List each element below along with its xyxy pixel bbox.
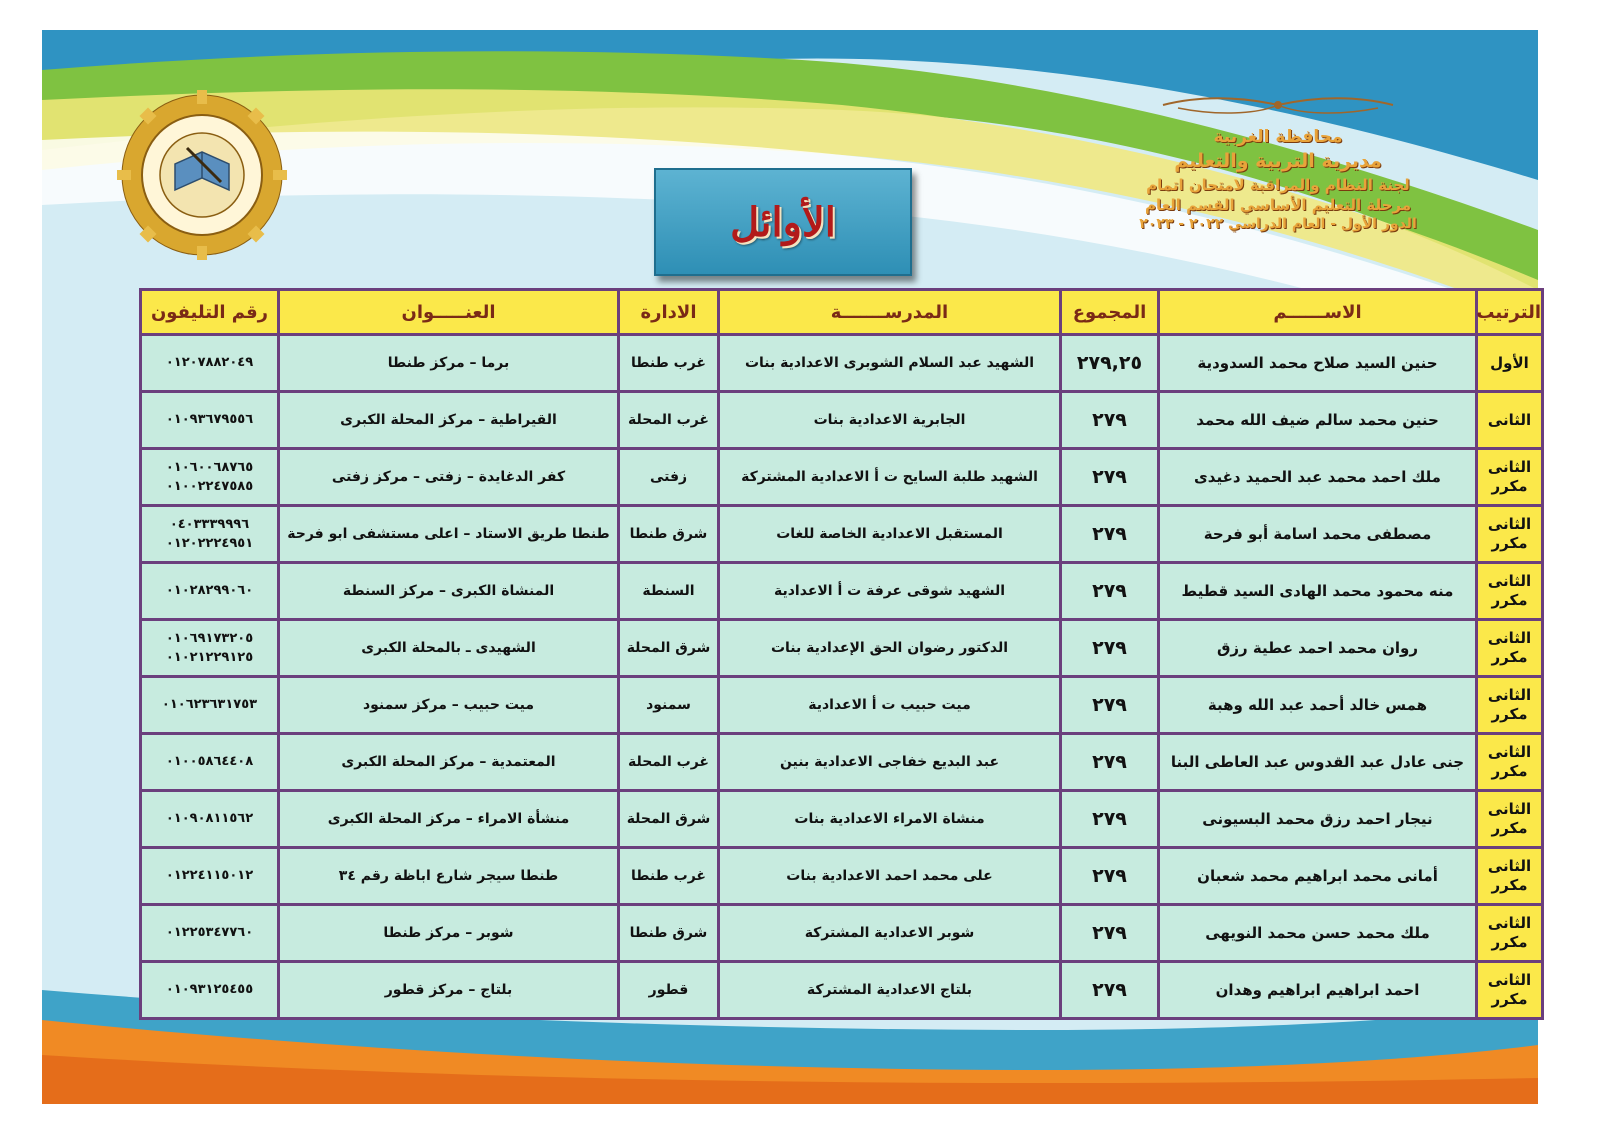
rank-cell <box>1477 449 1543 506</box>
phone-cell <box>141 848 279 905</box>
administration-cell <box>619 449 719 506</box>
rank-cell <box>1477 962 1543 1019</box>
address-cell <box>279 677 619 734</box>
administration-cell <box>619 734 719 791</box>
table-row <box>141 506 1543 563</box>
rank-cell-text: الأول <box>1490 353 1529 372</box>
address-cell <box>279 392 619 449</box>
rank-cell <box>1477 620 1543 677</box>
address-cell-text: برما – مركز طنطا <box>387 355 510 371</box>
administration-cell-text: سمنود <box>646 697 691 713</box>
rank-cell <box>1477 791 1543 848</box>
student-name-cell-text: مصطفى محمد اسامة أبو فرحة <box>1203 525 1432 543</box>
rank-cell-text: مكرر <box>1491 591 1528 609</box>
administration-cell <box>619 905 719 962</box>
phone-cell-text: ٠١٠٩٣٦٧٩٥٥٦ <box>165 412 254 428</box>
student-name-cell <box>1159 962 1477 1019</box>
rank-cell-text: الثانى <box>1487 629 1532 648</box>
school-cell <box>719 791 1061 848</box>
administration-cell <box>619 563 719 620</box>
rank-cell-text: مكرر <box>1491 933 1528 951</box>
rank-cell-text: مكرر <box>1491 705 1528 723</box>
school-cell <box>719 392 1061 449</box>
total-score-cell <box>1061 449 1159 506</box>
phone-cell-text: ٠٤٠٣٣٣٩٩٩٦ <box>169 516 250 532</box>
administration-cell <box>619 848 719 905</box>
address-cell-text: المنشاة الكبرى – مركز السنطة <box>342 583 555 599</box>
phone-cell-text: ٠١٠٢٨٢٩٩٠٦٠ <box>165 583 254 599</box>
directorate-seal-logo <box>117 90 287 260</box>
address-cell <box>279 734 619 791</box>
student-name-cell-text: ملك احمد محمد عبد الحميد دغيدى <box>1194 468 1441 486</box>
address-cell-text: المعتمدية – مركز المحلة الكبرى <box>341 754 556 770</box>
administration-cell <box>619 962 719 1019</box>
school-cell-text: ميت حبيب ت أ الاعدادية <box>808 697 971 713</box>
administration-cell-text: شرق طنطا <box>629 526 708 542</box>
total-score-cell-text: ٢٧٩ <box>1092 694 1127 716</box>
table-row <box>141 791 1543 848</box>
address-cell-text: شوبر – مركز طنطا <box>383 925 514 941</box>
phone-cell-text: ٠١٢٠٧٨٨٢٠٤٩ <box>165 355 254 371</box>
total-score-cell-text: ٢٧٩ <box>1092 865 1127 887</box>
address-cell-text: القيراطية – مركز المحلة الكبرى <box>340 412 557 428</box>
student-name-cell-text: جنى عادل عبد القدوس عبد العاطى البنا <box>1170 753 1465 771</box>
phone-cell <box>141 392 279 449</box>
address-cell-text: طنطا سيجر شارع اباظة رقم ٣٤ <box>338 868 559 884</box>
phone-cell <box>141 791 279 848</box>
rank-cell-text: مكرر <box>1491 534 1528 552</box>
administration-cell <box>619 620 719 677</box>
school-cell-text: المستقبل الاعدادية الخاصة للغات <box>776 526 1003 542</box>
phone-cell-text: ٠١٠٦٠٠٦٨٧٦٥ <box>165 459 254 475</box>
total-score-cell <box>1061 392 1159 449</box>
rank-cell <box>1477 563 1543 620</box>
student-name-cell-text: احمد ابراهيم ابراهيم وهدان <box>1215 981 1420 999</box>
administration-cell-text: شرق المحلة <box>626 811 711 827</box>
header-total: المجموع <box>1061 290 1159 335</box>
header-block <box>1113 92 1443 234</box>
school-cell <box>719 962 1061 1019</box>
address-cell-text: الشهيدى ـ بالمحلة الكبرى <box>361 640 536 656</box>
student-name-cell-text: حنين محمد سالم ضيف الله محمد <box>1196 411 1439 429</box>
rank-cell <box>1477 677 1543 734</box>
school-cell <box>719 620 1061 677</box>
address-cell <box>279 620 619 677</box>
student-name-cell <box>1159 905 1477 962</box>
total-score-cell-text: ٢٧٩,٢٥ <box>1076 352 1143 374</box>
total-score-cell-text: ٢٧٩ <box>1092 409 1127 431</box>
rank-cell <box>1477 848 1543 905</box>
rank-cell-text: الثانى <box>1487 971 1532 990</box>
school-cell <box>719 734 1061 791</box>
phone-cell <box>141 563 279 620</box>
student-name-cell <box>1159 677 1477 734</box>
phone-cell-text: ٠١٠٢١٢٢٩١٢٥ <box>165 650 254 665</box>
school-cell-text: بلتاج الاعدادية المشتركة <box>806 982 973 998</box>
directorate-name: مديرية التربية والتعليم <box>1174 149 1382 172</box>
phone-cell <box>141 677 279 734</box>
administration-cell <box>619 506 719 563</box>
school-cell-text: الشهيد شوقى عرفة ت أ الاعدادية <box>774 583 1005 599</box>
rank-cell-text: الثانى <box>1487 686 1532 705</box>
phone-cell <box>141 335 279 392</box>
student-name-cell-text: ملك محمد حسن محمد النويهى <box>1205 924 1430 942</box>
table-row <box>141 335 1543 392</box>
table-row <box>141 677 1543 734</box>
table-row <box>141 563 1543 620</box>
total-score-cell <box>1061 563 1159 620</box>
rank-cell-text: مكرر <box>1491 876 1528 894</box>
school-cell <box>719 506 1061 563</box>
phone-cell-text: ٠١٠٩٣١٢٥٤٥٥ <box>165 982 254 998</box>
total-score-cell <box>1061 734 1159 791</box>
rank-cell <box>1477 335 1543 392</box>
student-name-cell <box>1159 335 1477 392</box>
phone-cell <box>141 449 279 506</box>
table-body <box>141 335 1543 1019</box>
rank-cell <box>1477 734 1543 791</box>
student-name-cell-text: منه محمود محمد الهادى السيد قطيط <box>1181 582 1454 600</box>
school-cell-text: شوبر الاعدادية المشتركة <box>804 925 975 941</box>
table-row <box>141 848 1543 905</box>
rank-cell-text: الثانى <box>1487 857 1532 876</box>
header-admin: الادارة <box>619 290 719 335</box>
student-name-cell <box>1159 392 1477 449</box>
student-name-cell <box>1159 620 1477 677</box>
student-name-cell <box>1159 848 1477 905</box>
header-phone: رقم التليفون <box>141 290 279 335</box>
school-cell <box>719 905 1061 962</box>
school-cell-text: الجابرية الاعدادية بنات <box>813 412 966 428</box>
header-address: العنـــــوان <box>279 290 619 335</box>
total-score-cell <box>1061 677 1159 734</box>
phone-cell <box>141 734 279 791</box>
administration-cell <box>619 791 719 848</box>
student-name-cell-text: أمانى محمد ابراهيم محمد شعبان <box>1197 867 1438 885</box>
rank-cell <box>1477 905 1543 962</box>
phone-cell-text: ٠١٢٢٤١١٥٠١٢ <box>165 868 254 884</box>
administration-cell-text: غرب المحلة <box>628 754 709 770</box>
stage-name: مرحلة التعليم الأساسي القسم العام <box>1145 195 1411 214</box>
student-name-cell <box>1159 449 1477 506</box>
address-cell-text: بلتاج – مركز قطور <box>384 982 513 998</box>
administration-cell <box>619 335 719 392</box>
administration-cell-text: شرق طنطا <box>629 925 708 941</box>
table-row <box>141 962 1543 1019</box>
phone-cell-text: ٠١٢٠٢٢٢٤٩٥١ <box>165 536 254 551</box>
student-name-cell-text: همس خالد أحمد عبد الله وهبة <box>1207 696 1428 714</box>
total-score-cell <box>1061 506 1159 563</box>
total-score-cell <box>1061 962 1159 1019</box>
header-name: الاســــــم <box>1159 290 1477 335</box>
rank-cell-text: الثانى <box>1487 743 1532 762</box>
table-row <box>141 905 1543 962</box>
address-cell <box>279 791 619 848</box>
rank-cell-text: الثانى <box>1487 572 1532 591</box>
total-score-cell-text: ٢٧٩ <box>1092 637 1127 659</box>
phone-cell-text: ٠١٠٩٠٨١١٥٦٢ <box>165 811 254 827</box>
total-score-cell <box>1061 620 1159 677</box>
address-cell <box>279 335 619 392</box>
table-header-row <box>141 290 1543 335</box>
administration-cell-text: السنطة <box>642 583 695 599</box>
address-cell-text: كفر الدغايدة – زفتى – مركز زفتى <box>331 469 566 485</box>
header-school: المدرســـــــة <box>719 290 1061 335</box>
student-name-cell-text: روان محمد احمد عطية رزق <box>1216 639 1419 657</box>
school-cell <box>719 677 1061 734</box>
address-cell <box>279 962 619 1019</box>
total-score-cell <box>1061 905 1159 962</box>
total-score-cell <box>1061 848 1159 905</box>
total-score-cell-text: ٢٧٩ <box>1092 808 1127 830</box>
phone-cell <box>141 506 279 563</box>
page-title: الأوائل <box>730 198 836 246</box>
top-students-table <box>139 288 1544 1020</box>
student-name-cell <box>1159 791 1477 848</box>
rank-cell-text: الثانى <box>1487 458 1532 477</box>
student-name-cell <box>1159 734 1477 791</box>
student-name-cell <box>1159 563 1477 620</box>
phone-cell <box>141 905 279 962</box>
school-cell <box>719 848 1061 905</box>
administration-cell <box>619 392 719 449</box>
address-cell-text: منشأة الامراء – مركز المحلة الكبرى <box>327 811 570 827</box>
school-cell-text: منشاة الامراء الاعدادية بنات <box>794 811 985 827</box>
school-cell <box>719 449 1061 506</box>
rank-cell-text: مكرر <box>1491 990 1528 1008</box>
table-row <box>141 392 1543 449</box>
student-name-cell <box>1159 506 1477 563</box>
total-score-cell-text: ٢٧٩ <box>1092 979 1127 1001</box>
student-name-cell-text: نيجار احمد رزق محمد البسيونى <box>1202 810 1433 828</box>
rank-cell-text: مكرر <box>1491 762 1528 780</box>
rank-cell-text: مكرر <box>1491 648 1528 666</box>
address-cell <box>279 449 619 506</box>
total-score-cell-text: ٢٧٩ <box>1092 922 1127 944</box>
committee-name: لجنة النظام والمراقبة لامتحان اتمام <box>1146 175 1410 194</box>
school-cell-text: على محمد احمد الاعدادية بنات <box>786 868 993 884</box>
school-cell-text: عبد البديع خفاجى الاعدادية بنين <box>779 754 1000 770</box>
school-cell-text: الشهيد عبد السلام الشوبرى الاعدادية بنات <box>744 355 1035 371</box>
school-cell-text: الشهيد طلبة السايح ت أ الاعدادية المشتركة <box>741 469 1038 485</box>
rank-cell-text: الثانى <box>1487 914 1532 933</box>
address-cell <box>279 563 619 620</box>
rank-cell-text: مكرر <box>1491 819 1528 837</box>
table-row <box>141 620 1543 677</box>
phone-cell-text: ٠١٠٠٥٨٦٤٤٠٨ <box>165 754 254 770</box>
phone-cell-text: ٠١٢٢٥٣٤٧٧٦٠ <box>165 925 254 941</box>
total-score-cell-text: ٢٧٩ <box>1092 580 1127 602</box>
phone-cell <box>141 620 279 677</box>
total-score-cell-text: ٢٧٩ <box>1092 466 1127 488</box>
administration-cell-text: غرب طنطا <box>630 868 706 884</box>
address-cell <box>279 905 619 962</box>
rank-cell-text: الثانى <box>1487 800 1532 819</box>
total-score-cell-text: ٢٧٩ <box>1092 523 1127 545</box>
administration-cell-text: غرب المحلة <box>628 412 709 428</box>
student-name-cell-text: حنين السيد صلاح محمد السدودية <box>1197 354 1438 372</box>
rank-cell <box>1477 506 1543 563</box>
school-cell <box>719 563 1061 620</box>
school-cell-text: الدكتور رضوان الحق الإعدادية بنات <box>770 640 1009 656</box>
school-cell <box>719 335 1061 392</box>
exam-session: الدور الأول - العام الدراسي ٢٠٢٢ - ٢٠٢٣ <box>1139 216 1417 233</box>
rank-cell-text: الثانى <box>1487 410 1532 429</box>
phone-cell-text: ٠١٠٦٢٣٦٣١٧٥٣ <box>161 697 258 713</box>
administration-cell-text: غرب طنطا <box>630 355 706 371</box>
phone-cell-text: ٠١٠٦٩١٧٣٢٠٥ <box>165 630 254 646</box>
phone-cell <box>141 962 279 1019</box>
total-score-cell <box>1061 791 1159 848</box>
rank-cell-text: مكرر <box>1491 477 1528 495</box>
administration-cell-text: شرق المحلة <box>626 640 711 656</box>
total-score-cell-text: ٢٧٩ <box>1092 751 1127 773</box>
administration-cell-text: قطور <box>648 982 689 998</box>
administration-cell <box>619 677 719 734</box>
ornament-divider <box>1158 92 1398 118</box>
title-box <box>654 168 912 276</box>
address-cell <box>279 506 619 563</box>
table-row <box>141 449 1543 506</box>
governorate-name: محافظة الغربية <box>1213 127 1343 147</box>
address-cell <box>279 848 619 905</box>
address-cell-text: ميت حبيب – مركز سمنود <box>362 697 535 713</box>
header-rank: الترتيب <box>1477 290 1543 335</box>
phone-cell-text: ٠١٠٠٢٢٤٧٥٨٥ <box>165 479 254 494</box>
total-score-cell <box>1061 335 1159 392</box>
rank-cell <box>1477 392 1543 449</box>
address-cell-text: طنطا طريق الاستاد – اعلى مستشفى ابو فرحة <box>287 526 610 542</box>
rank-cell-text: الثانى <box>1487 515 1532 534</box>
administration-cell-text: زفتى <box>649 469 688 485</box>
table-row <box>141 734 1543 791</box>
